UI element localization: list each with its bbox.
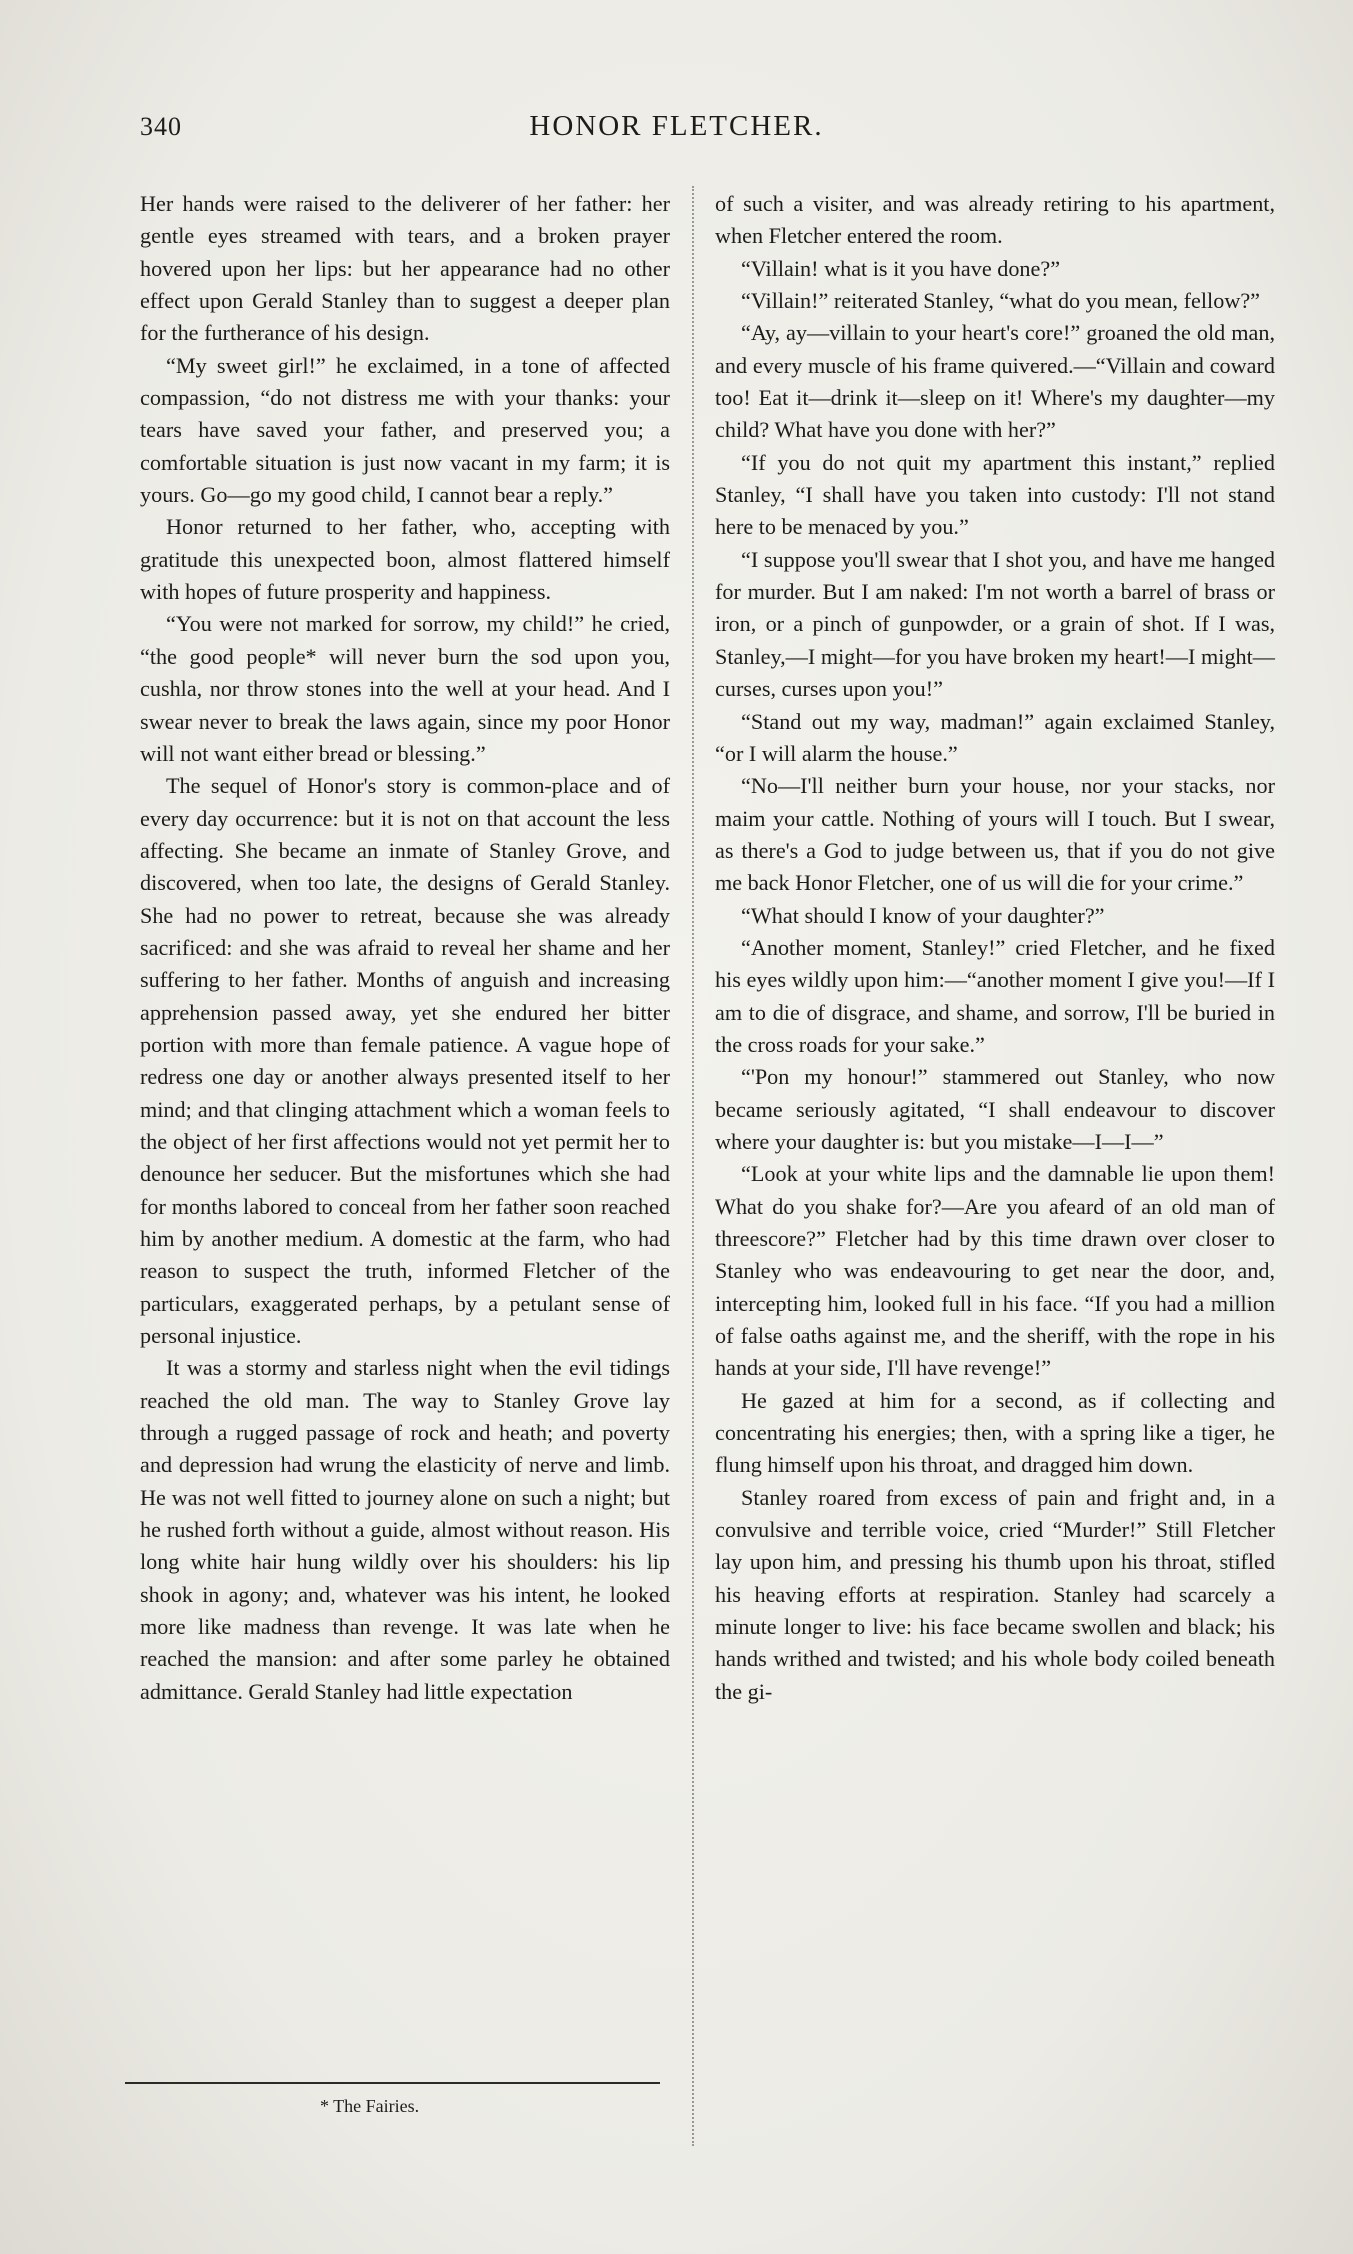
paragraph: “You were not marked for sorrow, my child!” he cried, “the good people* will never burn the sod upon you, cushla, nor throw stones into the well at your head. And I swear never to break the laws again, since my poor Honor will not want either bread or blessing.”: [140, 611, 670, 766]
right-column: [715, 188, 1275, 1708]
footnote-rule: [125, 2082, 660, 2084]
footnote: * The Fairies.: [320, 2096, 420, 2116]
paragraph: “Villain! what is it you have done?”: [741, 255, 1061, 281]
paragraph: “Villain!” reiterated Stanley, “what do you mean, fellow?”: [741, 288, 1261, 314]
page-number: 340: [140, 112, 182, 141]
paragraph: “If you do not quit my apartment this instant,” replied Stanley, “I shall have you taken into custody: I'll not stand here to be menaced by you.”: [715, 449, 1275, 540]
column-divider: [692, 186, 694, 2146]
left-column: [140, 188, 670, 1708]
paragraph: “Ay, ay—villain to your heart's core!” groaned the old man, and every muscle of his frame quivered.—“Villain and coward too! Eat it—drink it—sleep on it! Where's my daughter—my child? What have you done with her?”: [715, 320, 1275, 443]
paragraph: Stanley roared from excess of pain and fright and, in a convulsive and terrible voice, cried “Murder!” Still Fletcher lay upon him, and pressing his thumb upon his throat, stifled his heaving efforts at respiration. Stanley had scarcely a minute longer to live: his face became swollen and black; his hands writhed and twisted; and his whole body coiled beneath the gi-: [715, 1484, 1275, 1704]
paragraph: He gazed at him for a second, as if collecting and concentrating his energies; then, with a spring like a tiger, he flung himself upon his throat, and dragged him down.: [715, 1387, 1275, 1478]
paragraph: “Another moment, Stanley!” cried Fletcher, and he fixed his eyes wildly upon him:—“another moment I give you!—If I am to die of disgrace, and shame, and sorrow, I'll be buried in the cross roads for your sake.”: [715, 934, 1275, 1057]
paragraph: “My sweet girl!” he exclaimed, in a tone of affected compassion, “do not distress me with your thanks: your tears have saved your father, and preserved you; a comfortable situation is just now vacant in my farm; it is yours. Go—go my good child, I cannot bear a reply.”: [140, 352, 670, 508]
paragraph: “What should I know of your daughter?”: [741, 902, 1105, 928]
paragraph: “No—I'll neither burn your house, nor your stacks, nor maim your cattle. Nothing of yours will I touch. But I swear, as there's a God to judge between us, that if you do not give me back Honor Fletcher, one of us will die for your crime.”: [715, 773, 1275, 896]
running-title: HONOR FLETCHER.: [529, 110, 824, 142]
paragraph: “'Pon my honour!” stammered out Stanley, who now became seriously agitated, “I shall endeavour to discover where your daughter is: but you mistake—I—I—”: [715, 1064, 1275, 1154]
paragraph: The sequel of Honor's story is common-place and of every day occurrence: but it is not on that account the less affecting. She became an inmate of Stanley Grove, and discovered, when too late, the designs of Gerald Stanley. She had no power to retreat, because she was already sacrificed: and she was afraid to reveal her shame and her suffering to her father. Months of anguish and increasing apprehension passed away, yet she endured her bitter portion with more than female patience. A vague hope of redress one day or another always presented itself to her mind; and that clinging attachment which a woman feels to the object of her first affections would not yet permit her to denounce her seducer. But the misfortunes which she had for months labored to conceal from her father soon reached him by another medium. A domestic at the farm, who had reason to suspect the truth, informed Fletcher of the particulars, exaggerated perhaps, by a petulant sense of personal injustice.: [140, 773, 670, 1349]
paragraph: “Look at your white lips and the damnable lie upon them! What do you shake for?—Are you afeard of an old man of threescore?” Fletcher had by this time drawn over closer to Stanley who was endeavouring to get near the door, and, intercepting him, looked full in his face. “If you had a million of false oaths against me, and the sheriff, with the rope in his hands at your side, I'll have revenge!”: [715, 1161, 1275, 1381]
paragraph: of such a visiter, and was already retiring to his apartment, when Fletcher entered the room.: [715, 191, 1275, 249]
paragraph: It was a stormy and starless night when the evil tidings reached the old man. The way to Stanley Grove lay through a rugged passage of rock and heath; and poverty and depression had wrung the elasticity of nerve and limb. He was not well fitted to journey alone on such a night; but he rushed forth without a guide, almost without reason. His long white hair hung wildly over his shoulders: his lip shook in agony; and, whatever was his intent, he looked more like madness than revenge. It was late when he reached the mansion: and after some parley he obtained admittance. Gerald Stanley had little expectation: [140, 1355, 670, 1704]
paragraph: Her hands were raised to the deliverer of her father: her gentle eyes streamed with tears, and a broken prayer hovered upon her lips: but her appearance had no other effect upon Gerald Stanley than to suggest a deeper plan for the furtherance of his design.: [140, 191, 670, 346]
paragraph: Honor returned to her father, who, accepting with gratitude this unexpected boon, almost flattered himself with hopes of future prosperity and happiness.: [140, 514, 670, 605]
paragraph: “I suppose you'll swear that I shot you, and have me hanged for murder. But I am naked: I'm not worth a barrel of brass or iron, or a pinch of gunpowder, or a grain of shot. If I was, Stanley,—I might—for you have broken my heart!—I might—curses, curses upon you!”: [715, 546, 1275, 702]
paragraph: “Stand out my way, madman!” again exclaimed Stanley, “or I will alarm the house.”: [715, 708, 1275, 766]
